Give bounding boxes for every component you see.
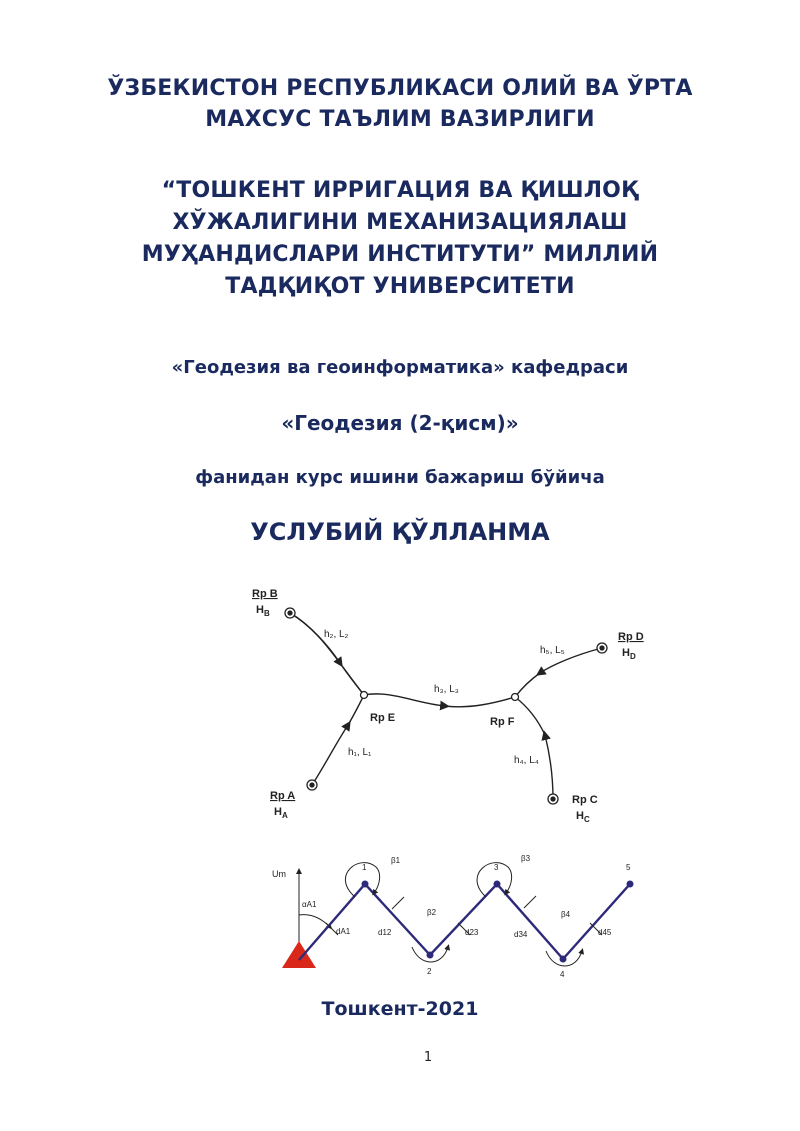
d-23-label: d23	[465, 928, 479, 937]
segment-1-label: h₁, L₁	[348, 747, 372, 758]
ministry-line-2: МАХСУС ТАЪЛИМ ВАЗИРЛИГИ	[205, 107, 595, 132]
rp-c-label: Rp C	[572, 794, 598, 806]
rp-e-label: Rp E	[370, 712, 396, 724]
d-34-label: d34	[514, 930, 528, 939]
axis-label: Um	[272, 869, 286, 879]
segment-5-label: h₅, L₅	[540, 645, 565, 656]
beta-2-label: β2	[427, 908, 437, 917]
rp-e-marker	[361, 692, 368, 699]
segment-2-label: h₂, L₂	[324, 629, 349, 640]
beta-3-label: β3	[521, 855, 531, 863]
point-1-label: 1	[362, 863, 367, 872]
city-year: Тошкент-2021	[321, 998, 479, 1020]
h-c-label: $H_C$	[576, 810, 590, 824]
rp-b-label: Rp B	[252, 588, 278, 600]
point-5	[627, 881, 634, 888]
h-d-label: $H_D$	[622, 647, 636, 661]
subject-name: «Геодезия (2-қисм)»	[281, 411, 519, 435]
rp-f-label: Rp F	[490, 716, 515, 728]
ministry-line-1: ЎЗБЕКИСТОН РЕСПУБЛИКАСИ ОЛИЙ ВА ЎРТА	[107, 76, 693, 101]
traverse-line	[299, 884, 630, 960]
purpose-text: фанидан курс ишини бажариш бўйича	[195, 467, 605, 488]
point-2	[427, 952, 434, 959]
segment-4-label: h₄, L₄	[514, 755, 539, 766]
beta-1-label: β1	[391, 856, 401, 865]
traverse-diagram	[260, 855, 660, 985]
alpha-label: αA1	[302, 900, 317, 909]
point-3	[494, 881, 501, 888]
arrow-e-f	[364, 694, 445, 706]
point-1	[362, 881, 369, 888]
document-title: УСЛУБИЙ ҚЎЛЛАНМА	[250, 518, 550, 546]
department-name: «Геодезия ва геоинформатика» кафедраси	[171, 357, 629, 378]
page-number: 1	[423, 1050, 433, 1065]
institution-line-3: МУҲАНДИСЛАРИ ИНСТИТУТИ” МИЛЛИЙ	[141, 242, 659, 267]
d-12-label: d12	[378, 928, 392, 937]
point-3-label: 3	[494, 863, 499, 872]
point-5-label: 5	[626, 863, 631, 872]
point-4	[560, 956, 567, 963]
d-45-label: d45	[598, 928, 612, 937]
point-2-label: 2	[427, 967, 432, 976]
rp-f-marker	[512, 694, 519, 701]
rp-a-label: Rp A	[270, 790, 296, 802]
arrow-a-e	[312, 725, 348, 785]
rp-d-label: Rp D	[618, 631, 644, 643]
azimuth-arc	[299, 915, 330, 927]
beta-4-label: β4	[561, 910, 571, 919]
arrow-c-f	[545, 735, 553, 799]
institution-line-1: “ТОШКЕНТ ИРРИГАЦИЯ ВА ҚИШЛОҚ	[161, 178, 639, 203]
point-4-label: 4	[560, 970, 565, 979]
leveling-network-diagram	[240, 585, 660, 830]
institution-line-4: ТАДҚИҚОТ УНИВЕРСИТЕТИ	[225, 274, 575, 299]
h-a-label: $H_A$	[274, 806, 288, 820]
h-b-label: $H_B$	[256, 604, 270, 618]
segment-3-label: h₃, L₃	[434, 684, 459, 695]
institution-line-2: ХЎЖАЛИГИНИ МЕХАНИЗАЦИЯЛАШ	[172, 210, 628, 235]
d-a1-label: dA1	[336, 927, 351, 936]
